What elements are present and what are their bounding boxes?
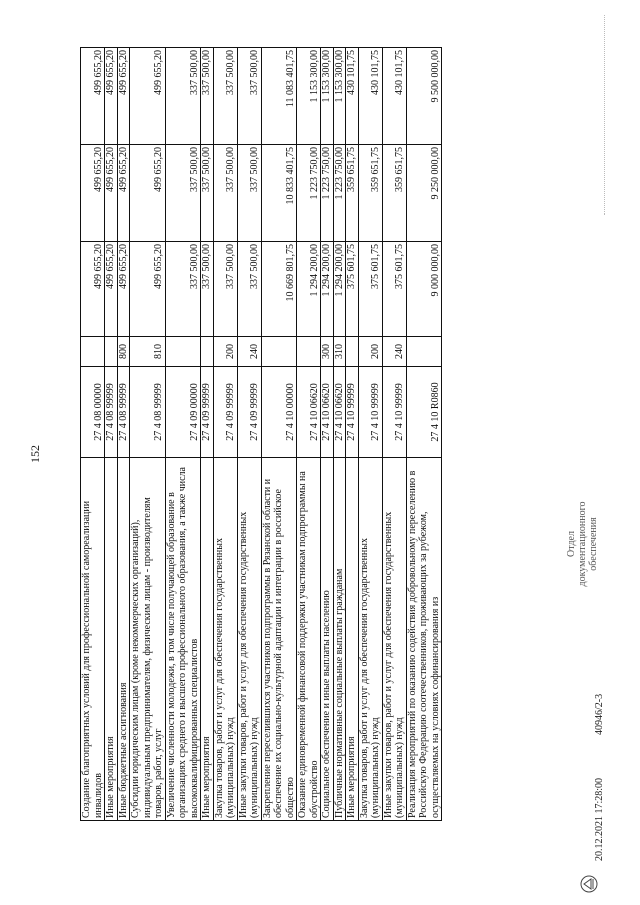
row-value-2: 9 250 000,00 xyxy=(406,145,442,242)
row-expense-type xyxy=(297,337,321,367)
row-value-1: 499 655,20 xyxy=(81,242,105,337)
table-row xyxy=(201,48,214,821)
row-name: Закупка товаров, работ и услуг для обеспечения государственных (муниципальных) нужд xyxy=(358,458,382,821)
row-expense-type xyxy=(346,337,359,367)
row-value-1: 9 000 000,00 xyxy=(406,242,442,337)
row-code: 27 4 08 99999 xyxy=(105,367,118,458)
row-value-1: 337 500,00 xyxy=(237,242,261,337)
row-name: Увеличение численности молодежи, в том числе получающей образование в организациях среднего и высшего профессионального образования, а также числа высококвалифицированных специалистов xyxy=(165,458,201,821)
footer-doc-id: 40946/2-3 xyxy=(594,693,605,735)
row-value-2: 499 655,20 xyxy=(81,145,105,242)
row-code: 27 4 09 99999 xyxy=(213,367,237,458)
row-value-3: 499 655,20 xyxy=(105,48,118,145)
row-code: 27 4 08 00000 xyxy=(81,367,105,458)
row-value-1: 337 500,00 xyxy=(201,242,214,337)
row-value-1: 337 500,00 xyxy=(165,242,201,337)
row-expense-type xyxy=(201,337,214,367)
row-expense-type: 300 xyxy=(321,337,334,367)
department-stamp xyxy=(566,489,599,599)
row-expense-type: 240 xyxy=(237,337,261,367)
table-row xyxy=(346,48,359,821)
row-code: 27 4 09 00000 xyxy=(165,367,201,458)
row-value-1: 10 669 801,75 xyxy=(261,242,297,337)
row-value-1: 375 601,75 xyxy=(358,242,382,337)
row-name: Создание благоприятных условий для профессиональной самореализации инвалидов xyxy=(81,458,105,821)
row-value-3: 1 153 300,00 xyxy=(297,48,321,145)
table-row xyxy=(358,48,382,821)
row-code: 27 4 10 06620 xyxy=(321,367,334,458)
stamp-line-1: Отдел документационного xyxy=(566,501,588,587)
row-code: 27 4 08 99999 xyxy=(117,367,130,458)
row-value-2: 499 655,20 xyxy=(130,145,166,242)
row-value-2: 337 500,00 xyxy=(213,145,237,242)
row-expense-type xyxy=(261,337,297,367)
table-row xyxy=(321,48,334,821)
row-value-2: 1 223 750,00 xyxy=(321,145,334,242)
row-value-3: 499 655,20 xyxy=(81,48,105,145)
scan-artifact xyxy=(600,15,605,215)
row-value-2: 359 651,75 xyxy=(346,145,359,242)
row-value-2: 337 500,00 xyxy=(165,145,201,242)
row-name: Закупка товаров, работ и услуг для обеспечения государственных (муниципальных) нужд xyxy=(213,458,237,821)
table-row xyxy=(237,48,261,821)
row-name: Публичные нормативные социальные выплаты гражданам xyxy=(333,458,346,821)
row-expense-type: 240 xyxy=(382,337,406,367)
row-value-3: 499 655,20 xyxy=(130,48,166,145)
row-name: Социальное обеспечение и иные выплаты населению xyxy=(321,458,334,821)
row-value-2: 499 655,20 xyxy=(105,145,118,242)
row-value-2: 337 500,00 xyxy=(201,145,214,242)
budget-table xyxy=(80,47,442,821)
row-value-3: 337 500,00 xyxy=(213,48,237,145)
row-expense-type xyxy=(165,337,201,367)
row-expense-type xyxy=(105,337,118,367)
row-code: 27 4 10 06620 xyxy=(297,367,321,458)
row-value-1: 499 655,20 xyxy=(117,242,130,337)
row-value-3: 430 101,75 xyxy=(358,48,382,145)
row-value-3: 337 500,00 xyxy=(165,48,201,145)
row-value-2: 1 223 750,00 xyxy=(333,145,346,242)
table-row xyxy=(213,48,237,821)
emblem-icon xyxy=(580,875,598,893)
row-value-3: 430 101,75 xyxy=(346,48,359,145)
row-value-3: 337 500,00 xyxy=(201,48,214,145)
row-name: Закрепление переселившихся участников подпрограммы в Рязанской области и обеспечение их социально-культурной адаптации и интеграции в российское общество xyxy=(261,458,297,821)
row-code: 27 4 10 00000 xyxy=(261,367,297,458)
row-value-3: 337 500,00 xyxy=(237,48,261,145)
row-name: Субсидии юридическим лицам (кроме некоммерческих организаций), индивидуальным предпринимателям, физическим лицам - производителям товаров, работ, услуг xyxy=(130,458,166,821)
table-row xyxy=(406,48,442,821)
row-value-3: 430 101,75 xyxy=(382,48,406,145)
row-value-1: 337 500,00 xyxy=(213,242,237,337)
row-value-1: 499 655,20 xyxy=(130,242,166,337)
row-value-2: 359 651,75 xyxy=(382,145,406,242)
row-value-3: 1 153 300,00 xyxy=(333,48,346,145)
table-row xyxy=(382,48,406,821)
table-row xyxy=(297,48,321,821)
row-expense-type: 200 xyxy=(213,337,237,367)
table-row xyxy=(81,48,105,821)
row-value-3: 11 083 401,75 xyxy=(261,48,297,145)
row-expense-type: 810 xyxy=(130,337,166,367)
row-value-2: 1 223 750,00 xyxy=(297,145,321,242)
row-value-3: 1 153 300,00 xyxy=(321,48,334,145)
row-code: 27 4 09 99999 xyxy=(201,367,214,458)
row-code: 27 4 10 99999 xyxy=(382,367,406,458)
row-value-1: 1 294 200,00 xyxy=(297,242,321,337)
table-row xyxy=(261,48,297,821)
row-expense-type: 800 xyxy=(117,337,130,367)
row-code: 27 4 08 99999 xyxy=(130,367,166,458)
row-name: Иные закупки товаров, работ и услуг для обеспечения государственных (муниципальных) нужд xyxy=(382,458,406,821)
row-value-2: 359 651,75 xyxy=(358,145,382,242)
row-code: 27 4 09 99999 xyxy=(237,367,261,458)
row-name: Иные мероприятия xyxy=(201,458,214,821)
table-row xyxy=(130,48,166,821)
row-name: Оказание единовременной финансовой поддержки участникам подпрограммы на обустройство xyxy=(297,458,321,821)
row-value-1: 499 655,20 xyxy=(105,242,118,337)
row-value-2: 10 833 401,75 xyxy=(261,145,297,242)
row-value-1: 375 601,75 xyxy=(346,242,359,337)
row-value-1: 1 294 200,00 xyxy=(333,242,346,337)
row-code: 27 4 10 R0860 xyxy=(406,367,442,458)
budget-table-body xyxy=(81,48,442,821)
row-expense-type: 200 xyxy=(358,337,382,367)
row-expense-type xyxy=(81,337,105,367)
stamp-line-2: обеспечения xyxy=(588,517,599,571)
row-code: 27 4 10 06620 xyxy=(333,367,346,458)
row-code: 27 4 10 99999 xyxy=(346,367,359,458)
row-value-2: 337 500,00 xyxy=(237,145,261,242)
row-name: Реализация мероприятий по оказанию содействия добровольному переселению в Российскую Федерацию соотечественников, проживающих за рубежом, осуществляемых на условиях софинансирования из xyxy=(406,458,442,821)
row-name: Иные мероприятия xyxy=(346,458,359,821)
row-value-3: 9 500 000,00 xyxy=(406,48,442,145)
row-code: 27 4 10 99999 xyxy=(358,367,382,458)
row-value-2: 499 655,20 xyxy=(117,145,130,242)
row-value-1: 1 294 200,00 xyxy=(321,242,334,337)
row-name: Иные мероприятия xyxy=(105,458,118,821)
row-name: Иные закупки товаров, работ и услуг для обеспечения государственных (муниципальных) нужд xyxy=(237,458,261,821)
footer-timestamp: 20.12.2021 17:28:00 xyxy=(594,777,605,861)
row-expense-type xyxy=(406,337,442,367)
table-row xyxy=(165,48,201,821)
row-value-1: 375 601,75 xyxy=(382,242,406,337)
table-row xyxy=(333,48,346,821)
row-name: Иные бюджетные ассигнования xyxy=(117,458,130,821)
row-expense-type: 310 xyxy=(333,337,346,367)
page-number: 152 xyxy=(28,445,42,463)
table-row xyxy=(105,48,118,821)
row-value-3: 499 655,20 xyxy=(117,48,130,145)
table-row xyxy=(117,48,130,821)
